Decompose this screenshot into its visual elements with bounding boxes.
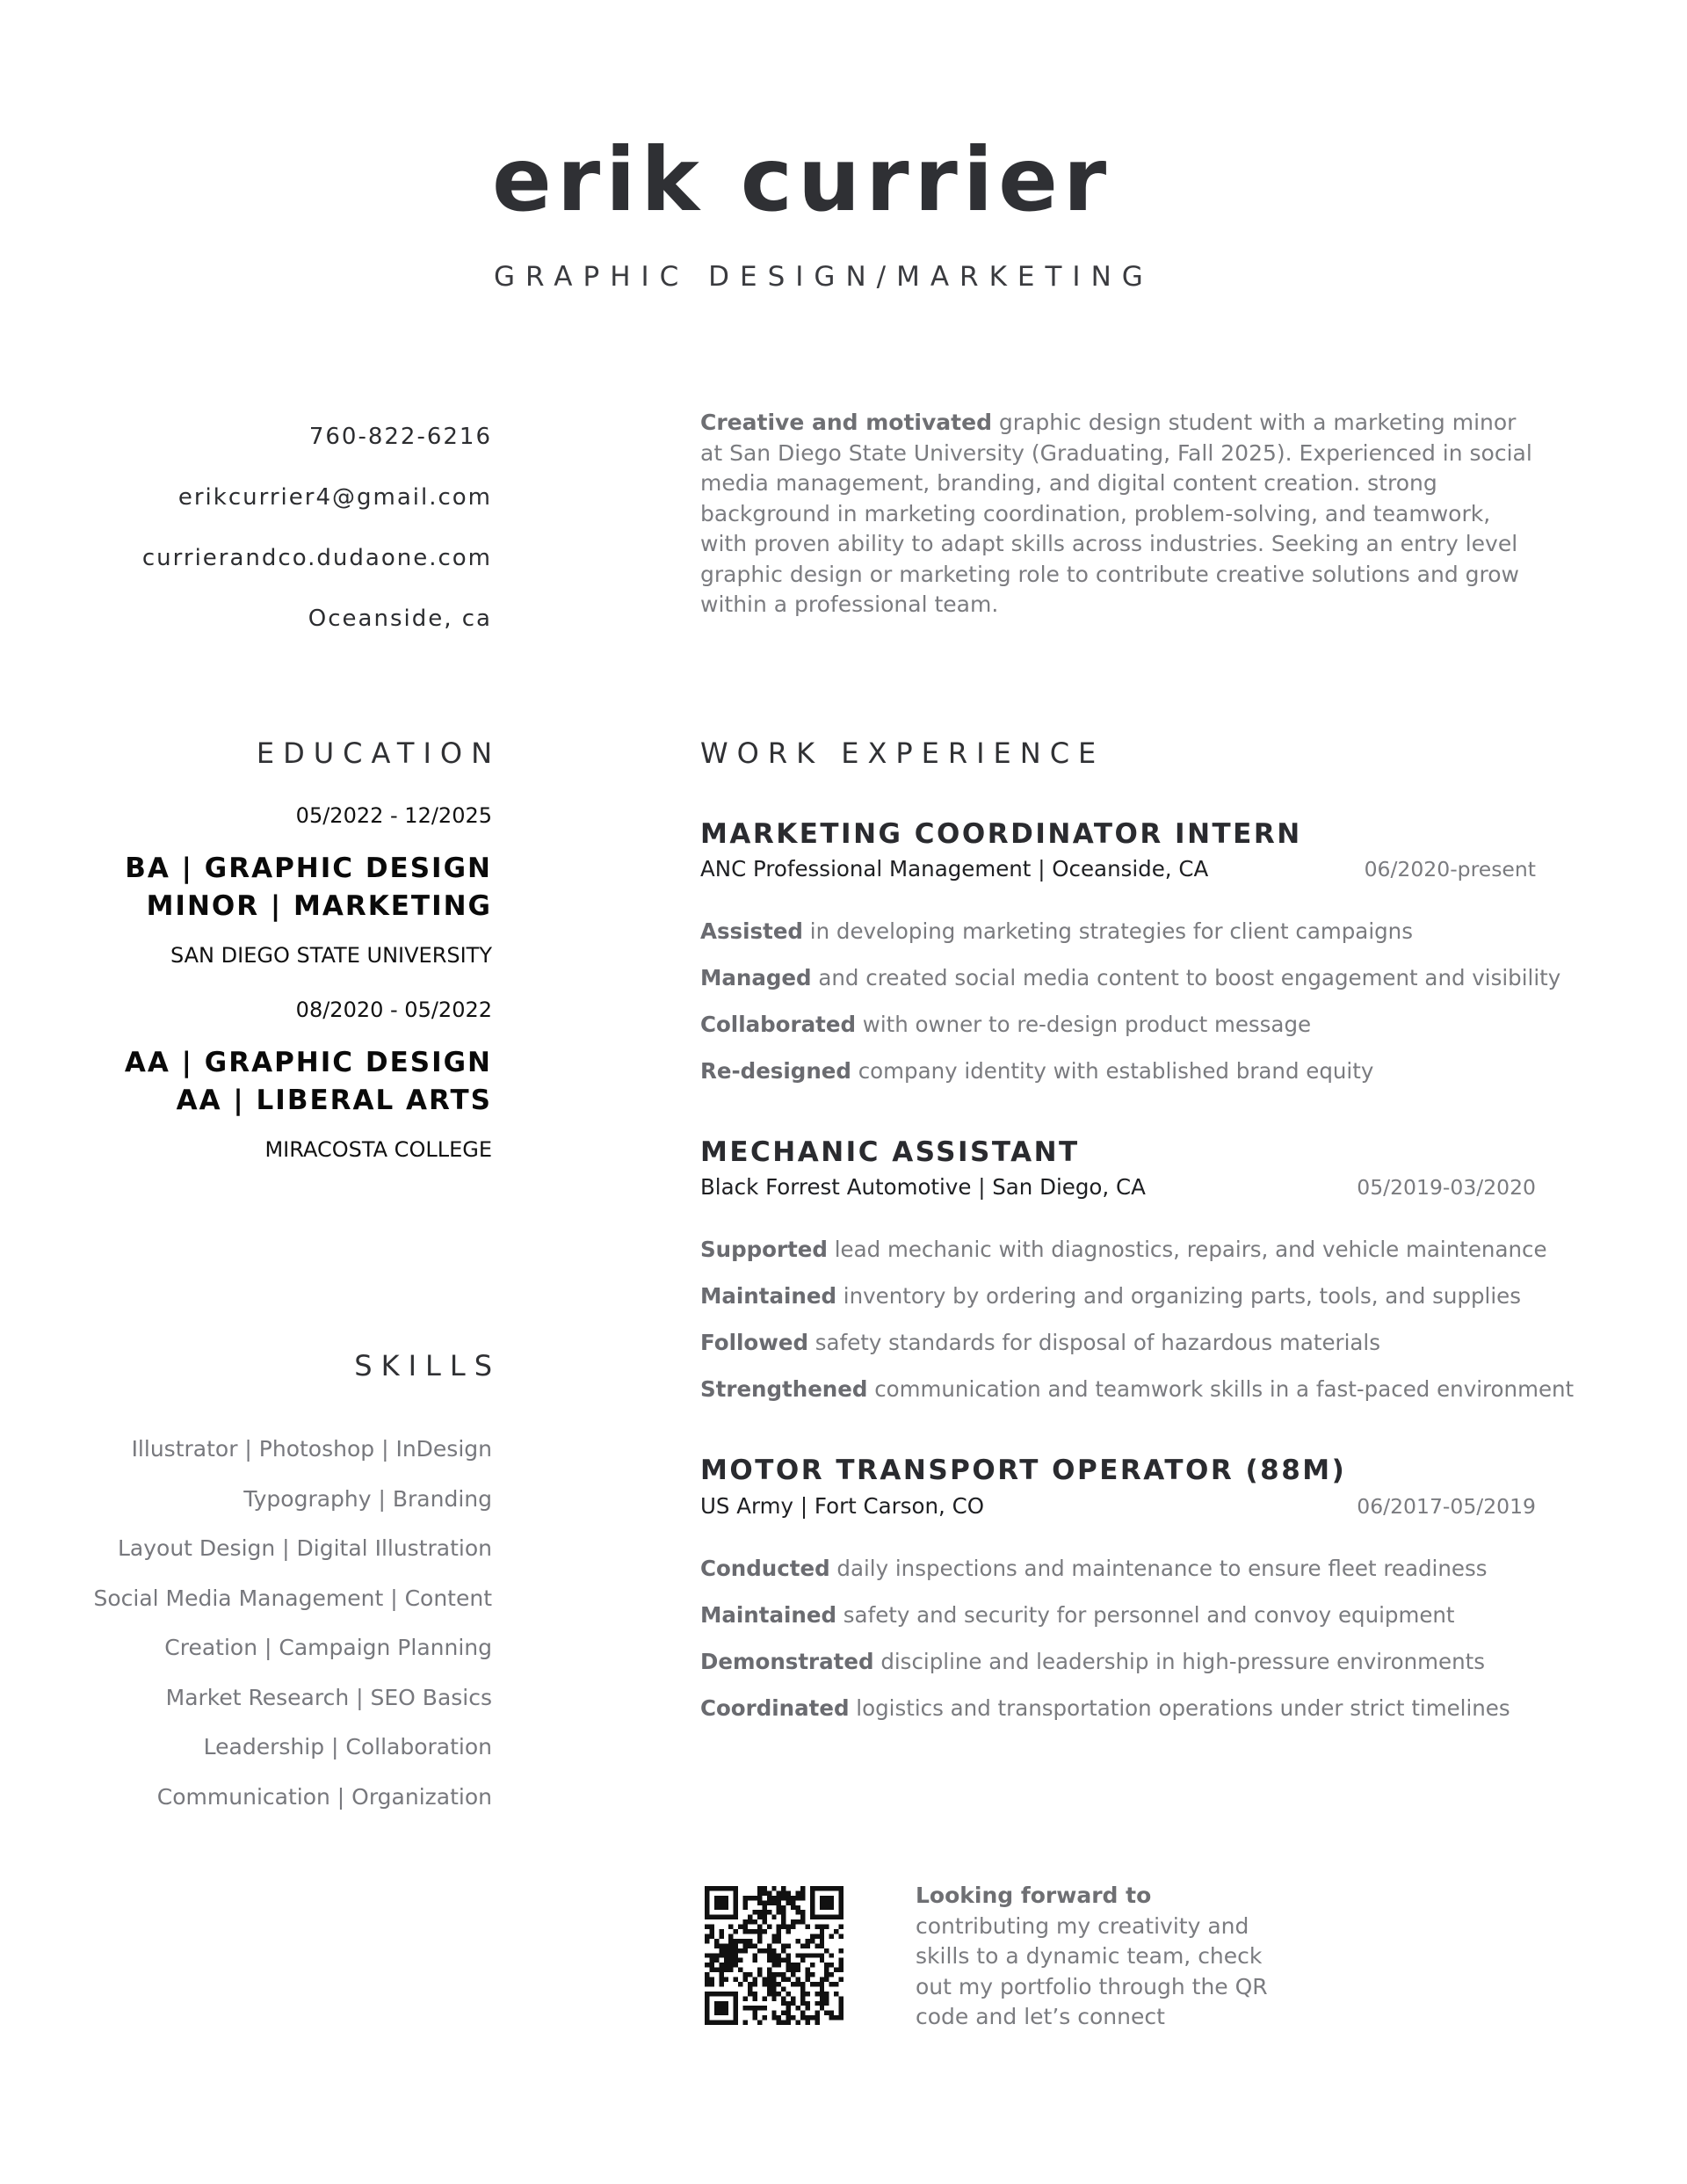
job-duty [700,1273,1579,1319]
education-school: MIRACOSTA COLLEGE [264,1136,492,1162]
duty-verb: Supported [700,1237,828,1263]
education-section [0,736,501,1192]
job-duties [700,1545,1579,1731]
education-dates: 08/2020 - 05/2022 [295,997,492,1022]
education-entry [0,998,492,1162]
job-title: MECHANIC ASSISTANT [700,1136,1080,1169]
job-dates: 05/2019-03/2020 [1357,1175,1536,1201]
summary-lead: Creative and motivated [700,410,992,435]
job-company: US Army | Fort Carson, CO [700,1492,984,1519]
skills-section [0,1349,501,1822]
job-entry [700,1455,1579,1731]
job-title: MOTOR TRANSPORT OPERATOR (88M) [700,1455,1347,1487]
duty-verb: Followed [700,1330,808,1356]
contact-location: Oceanside, ca [308,606,492,632]
job-duty [700,1685,1579,1731]
duty-text: communication and teamwork skills in a fast-paced environment [867,1376,1575,1403]
job-duty [700,1226,1579,1273]
duty-verb: Assisted [700,918,803,945]
duty-verb: Demonstrated [700,1648,874,1674]
duty-text: logistics and transportation operations under strict timelines [849,1694,1510,1721]
contact-block [53,407,492,649]
duty-text: inventory by ordering and organizing parts, tools, and supplies [836,1283,1522,1310]
duty-verb: Maintained [700,1283,836,1310]
job-duty [700,1366,1579,1412]
job-duty [700,1592,1579,1638]
education-degree-line: MINOR | MARKETING [146,889,492,922]
qr-code-graphic [705,1886,844,2025]
work-experience-section [700,736,1579,1774]
skill-line: Layout Design | Digital Illustration [117,1535,492,1561]
education-entry [0,803,492,968]
skill-line: Communication | Organization [156,1783,492,1810]
duty-text: daily inspections and maintenance to ensure fleet readiness [829,1555,1488,1581]
closing-lead: Looking forward to [916,1883,1152,1908]
duty-text: and created social media content to boost engagement and visibility [811,965,1561,991]
education-heading: EDUCATION [256,736,501,770]
job-dates: 06/2017-05/2019 [1357,1493,1536,1519]
resume-tagline: GRAPHIC DESIGN/MARKETING [494,261,1154,293]
skills-heading: SKILLS [354,1349,501,1382]
contact-phone: 760-822-6216 [308,424,492,450]
job-duty [700,1001,1579,1048]
closing-text: contributing my creativity and skills to a dynamic team, check out my portfolio through the QR code and let’s connect [916,1912,1268,2029]
duty-verb: Coordinated [700,1694,850,1721]
job-duty [700,908,1579,954]
job-title: MARKETING COORDINATOR INTERN [700,818,1302,850]
job-duty [700,1638,1579,1685]
summary-text: graphic design student with a marketing minor at San Diego State University (Graduating, Fall 2025). Experienced in social media management, branding, and digital content creation. strong background in marketing coordination, problem-solving, and teamwork, with proven ability to adapt skills across industries. Seeking an entry level graphic design or marketing role to contribute creative solutions and grow within a professional team. [700,410,1532,617]
skill-line: Market Research | SEO Basics [165,1684,492,1710]
job-duties [700,908,1579,1094]
education-degree-line: AA | GRAPHIC DESIGN [124,1046,492,1078]
qr-code-icon[interactable] [705,1886,844,2025]
job-duty [700,1545,1579,1592]
contact-website: currierandco.dudaone.com [141,545,492,571]
job-company: ANC Professional Management | Oceanside, CA [700,856,1209,882]
duty-text: company identity with established brand equity [851,1058,1374,1085]
duty-verb: Re-designed [700,1058,851,1085]
duty-verb: Managed [700,965,812,991]
summary-paragraph [700,408,1535,620]
skill-line: Social Media Management | Content [93,1585,492,1611]
skill-line: Typography | Branding [243,1485,492,1512]
job-duty [700,1319,1579,1366]
resume-name: erik currier [492,128,1112,231]
contact-email: erikcurrier4@gmail.com [177,484,492,511]
education-dates: 05/2022 - 12/2025 [295,803,492,828]
job-company: Black Forrest Automotive | San Diego, CA [700,1174,1146,1201]
education-degree-line: AA | LIBERAL ARTS [176,1084,492,1116]
duty-verb: Maintained [700,1601,836,1628]
duty-text: with owner to re-design product message [856,1012,1312,1038]
skill-line: Illustrator | Photoshop | InDesign [131,1436,492,1462]
closing-message [916,1881,1285,2033]
job-dates: 06/2020-present [1364,857,1536,882]
duty-verb: Conducted [700,1555,830,1581]
duty-text: lead mechanic with diagnostics, repairs, and vehicle maintenance [827,1237,1547,1263]
duty-text: safety and security for personnel and convoy equipment [836,1601,1455,1628]
job-duties [700,1226,1579,1412]
job-entry [700,1136,1579,1412]
education-school: SAN DIEGO STATE UNIVERSITY [170,942,492,968]
duty-text: discipline and leadership in high-pressure environments [873,1648,1485,1674]
job-entry [700,818,1579,1094]
job-duty [700,1048,1579,1094]
skill-line: Creation | Campaign Planning [164,1635,492,1660]
duty-text: in developing marketing strategies for client campaigns [802,918,1413,945]
duty-verb: Collaborated [700,1012,856,1038]
work-experience-heading: WORK EXPERIENCE [700,736,1105,770]
skill-line: Leadership | Collaboration [203,1734,492,1760]
duty-verb: Strengthened [700,1376,868,1403]
education-degree-line: BA | GRAPHIC DESIGN [125,852,492,884]
job-duty [700,954,1579,1001]
duty-text: safety standards for disposal of hazardous materials [808,1330,1380,1356]
